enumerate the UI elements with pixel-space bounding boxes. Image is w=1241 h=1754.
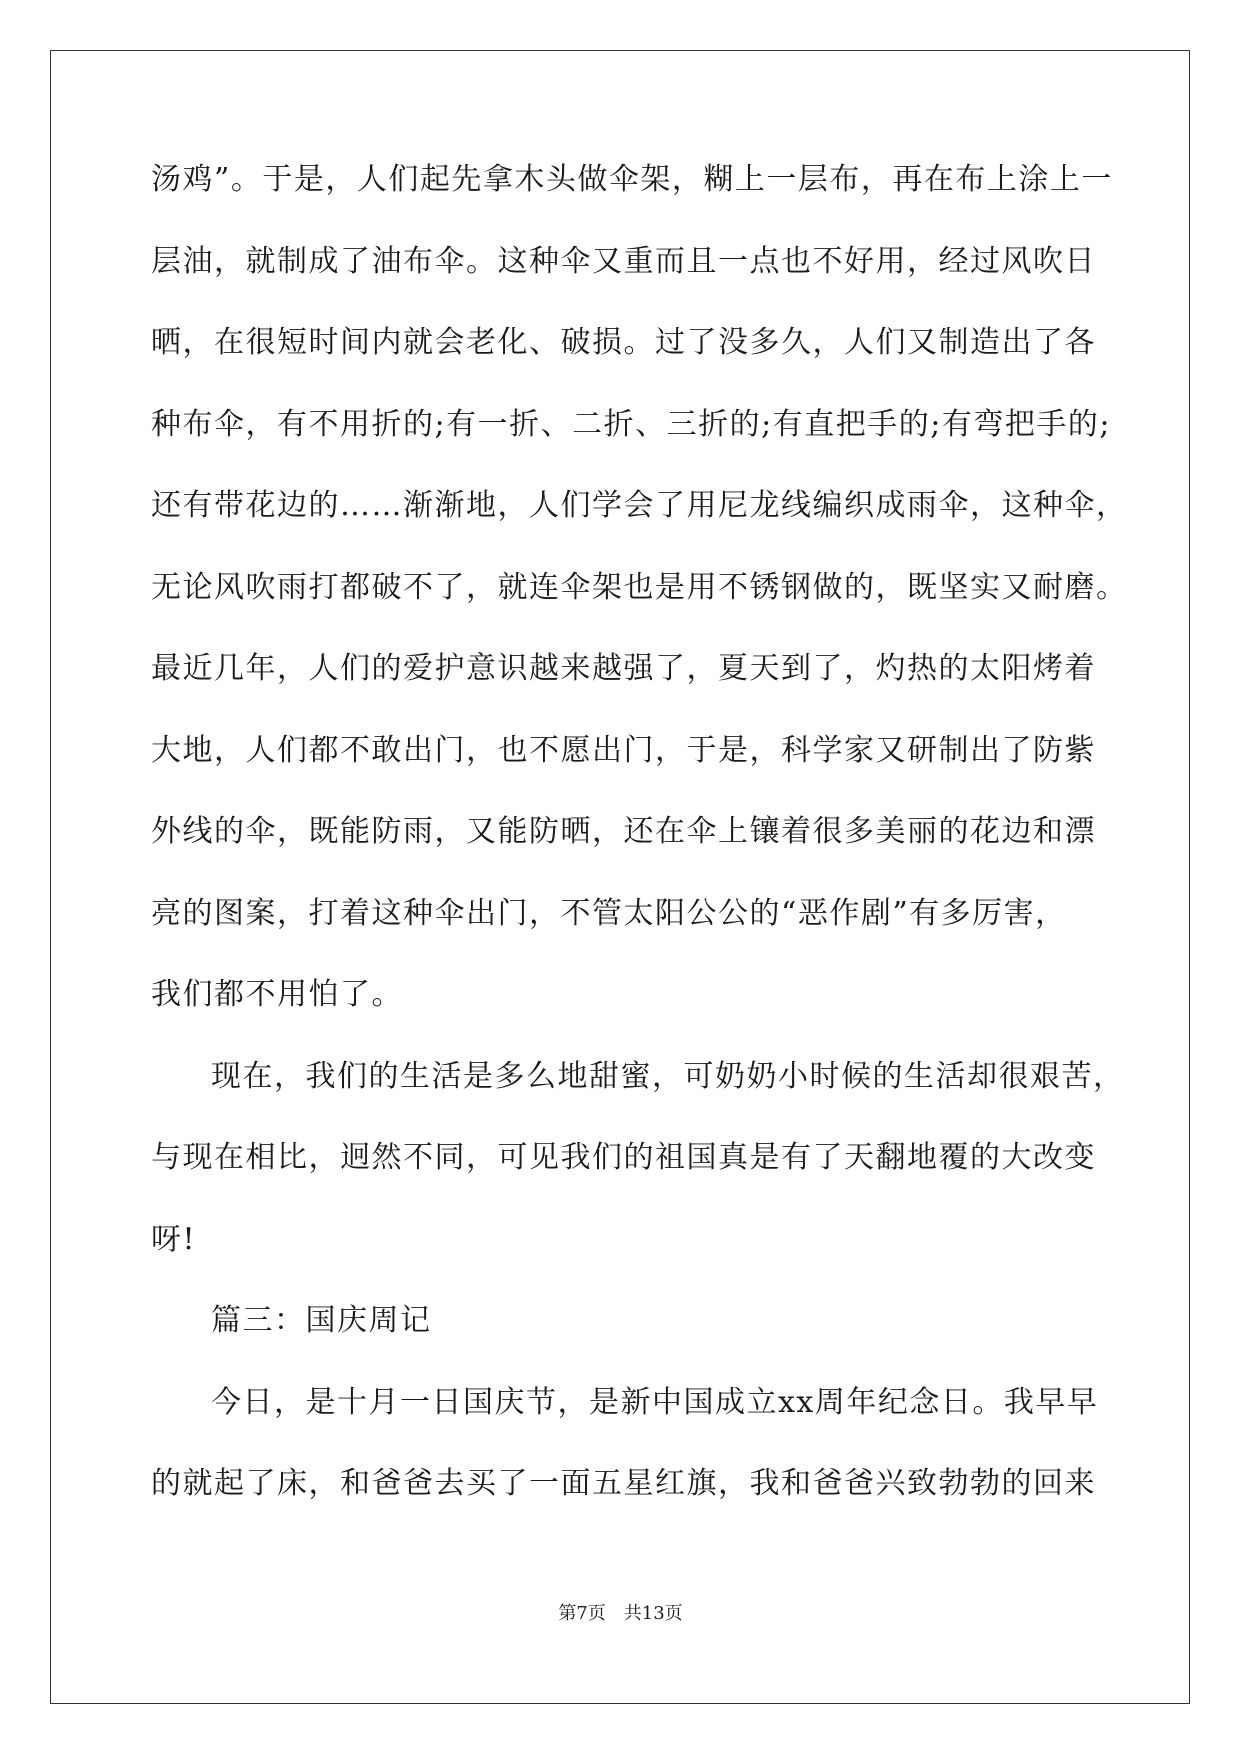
text-line: 层油，就制成了油布伞。这种伞又重而且一点也不好用，经过风吹日 [151, 243, 1096, 279]
paragraph-start-line: 今日，是十月一日国庆节，是新中国成立xx周年纪念日。我早早 [211, 1384, 1099, 1420]
text-line: 还有带花边的……渐渐地，人们学会了用尼龙线编织成雨伞，这种伞， [151, 488, 1128, 523]
text-line: 呀! [151, 1221, 197, 1257]
text-line: 晒，在很短时间内就会老化、破损。过了没多久，人们又制造出了各 [151, 325, 1096, 360]
text-line: 大地，人们都不敢出门，也不愿出门，于是，科学家又研制出了防紫 [151, 732, 1096, 768]
text-line: 外线的伞，既能防雨，又能防晒，还在伞上镶着很多美丽的花边和漂 [151, 814, 1096, 849]
section-heading: 篇三：国庆周记 [211, 1303, 432, 1338]
document-body [151, 162, 1128, 1548]
text-line: 的就起了床，和爸爸去买了一面五星红旗，我和爸爸兴致勃勃的回来 [151, 1466, 1096, 1501]
paragraph-start-line: 现在，我们的生活是多么地甜蜜，可奶奶小时候的生活却很艰苦， [211, 1058, 1125, 1094]
text-line: 最近几年，人们的爱护意识越来越强了，夏天到了，灼热的太阳烤着 [151, 651, 1096, 686]
text-line: 种布伞，有不用折的;有一折、二折、三折的;有直把手的;有弯把手的; [151, 406, 1111, 442]
text-line: 我们都不用怕了。 [151, 977, 403, 1012]
text-line: 汤鸡”。于是，人们起先拿木头做伞架，糊上一层布，再在布上涂上一 [151, 162, 1113, 197]
text-line: 与现在相比，迥然不同，可见我们的祖国真是有了天翻地覆的大改变 [151, 1140, 1096, 1175]
page-number-footer: 第7页 共13页 [558, 1603, 683, 1624]
text-line: 无论风吹雨打都破不了，就连伞架也是用不锈钢做的，既坚实又耐磨。 [151, 569, 1128, 605]
text-line: 亮的图案，打着这种伞出门，不管太阳公公的“恶作剧”有多厉害， [151, 895, 1067, 931]
